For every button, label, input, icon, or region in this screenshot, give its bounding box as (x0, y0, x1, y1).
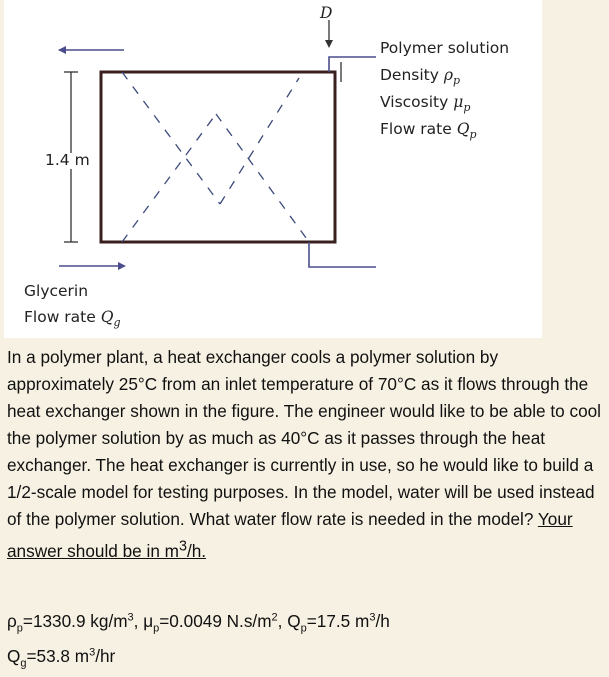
problem-body: In a polymer plant, a heat exchanger cools a polymer solution by approximately 25°C from an inlet temperature of 70°C as it flows through the heat exchanger shown in the figure. The engineer would like to be able to cool the polymer solution by as much as 40°C as it passes through the heat exchanger. The heat exchanger is currently in use, so he would like to build a 1/2-scale model for testing purposes. In the model, water will be used instead of the polymer solution. What water flow rate is needed in the model? (7, 347, 602, 529)
d-label: D (320, 4, 333, 22)
glycerin-flow-rate: Flow rate $Q_g$ (24, 308, 121, 330)
height-label: 1.4 m (45, 151, 90, 169)
glycerin-title: Glycerin (24, 282, 89, 300)
polymer-flow-rate: Flow rate $Q_p$ (380, 120, 477, 142)
exchanger-body (101, 72, 335, 242)
figure-panel (4, 0, 542, 338)
polymer-title: Polymer solution (380, 39, 510, 57)
given-glycerin-value: $Q_g=53.8$ $m^3/hr$ (7, 646, 116, 670)
polymer-density: Density $\rho_p$ (380, 66, 461, 88)
polymer-viscosity: Viscosity $\mu_p$ (380, 93, 471, 115)
polymer-outlet-pipe (309, 242, 376, 267)
flow-path-lines (122, 72, 309, 242)
answer-units-request: Your answer should be in $m^3/h$. (7, 509, 573, 561)
polymer-inlet-pipe (329, 57, 376, 72)
given-polymer-values: $\rho_p=1330.9$ $kg/m^3$, $\mu_p=0.0049$ $N.s/m^2$, $Q_p=17.5$ $m^3/h$ (7, 611, 390, 635)
problem-statement (7, 344, 605, 565)
